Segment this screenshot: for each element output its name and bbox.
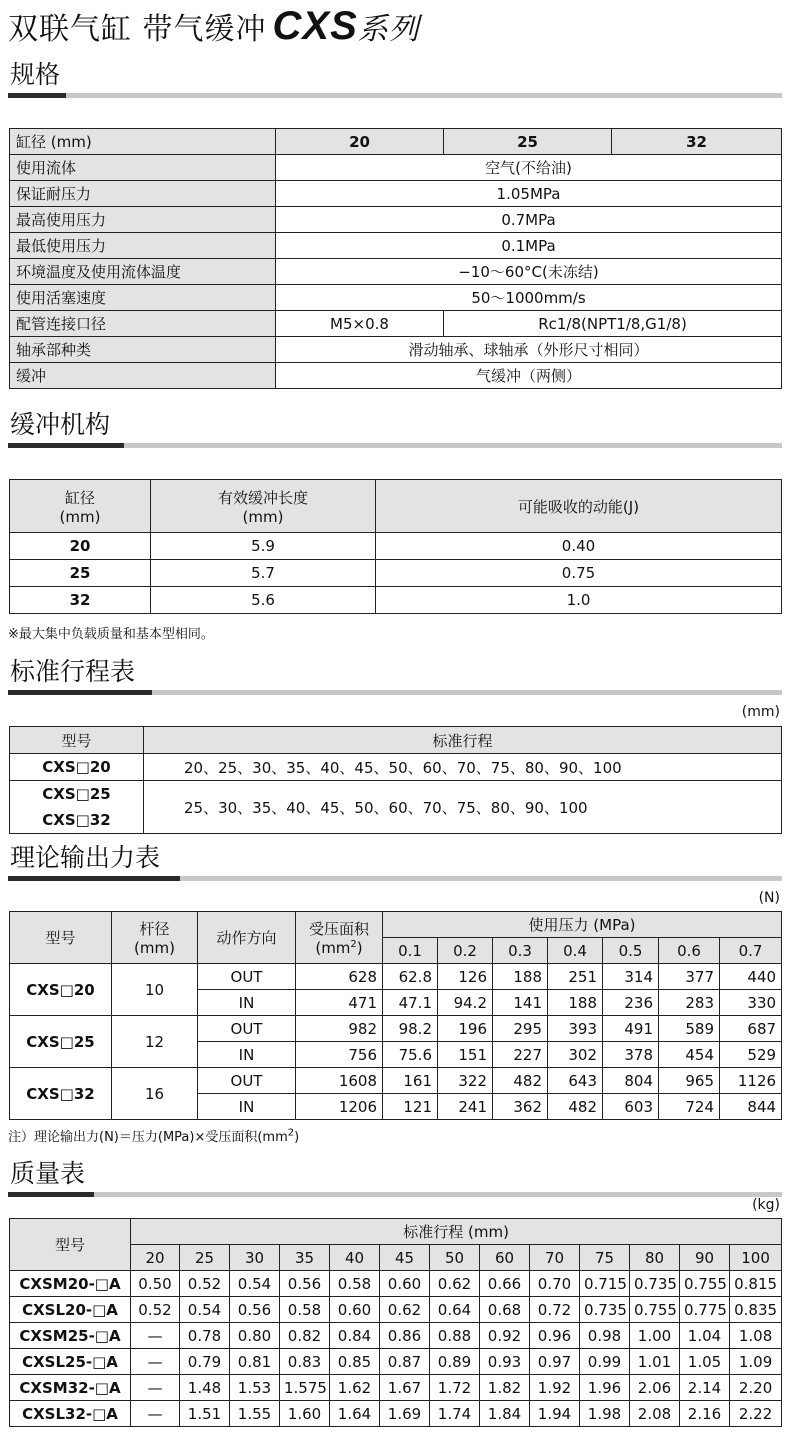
force-header-area xyxy=(296,912,383,964)
spec-row-label: 配管连接口径 xyxy=(10,311,276,337)
force-value: 330 xyxy=(720,990,782,1016)
cushion-energy: 0.40 xyxy=(376,533,782,560)
force-rod: 12 xyxy=(112,1016,198,1068)
force-value: 196 xyxy=(438,1016,493,1042)
mass-value: 1.48 xyxy=(180,1375,230,1401)
force-header-pressure-value: 0.7 xyxy=(720,938,782,964)
mass-value: 1.94 xyxy=(530,1401,580,1427)
heading-rule xyxy=(8,1192,782,1197)
area-unit-close: ) xyxy=(356,939,363,957)
mass-value: 0.775 xyxy=(680,1297,730,1323)
force-value: 440 xyxy=(720,964,782,990)
mass-value: 0.88 xyxy=(430,1323,480,1349)
force-value: 804 xyxy=(603,1068,659,1094)
mass-model: CXSM20-□A xyxy=(10,1271,131,1297)
section-title-stroke: 标准行程表 xyxy=(10,657,136,686)
force-footnote-close: ) xyxy=(294,1130,300,1145)
force-value: 251 xyxy=(548,964,603,990)
spec-row xyxy=(10,259,782,285)
force-header-area-unit xyxy=(300,939,378,957)
mass-value: 1.82 xyxy=(480,1375,530,1401)
stroke-unit: (mm) xyxy=(741,704,780,720)
force-value: 491 xyxy=(603,1016,659,1042)
mass-value: — xyxy=(131,1323,180,1349)
force-header-model: 型号 xyxy=(10,912,112,964)
page-title-main: 双联气缸 带气缓冲 xyxy=(8,12,267,47)
mass-value: 0.755 xyxy=(680,1271,730,1297)
mass-header-stroke-value: 90 xyxy=(680,1245,730,1271)
mass-header-row xyxy=(10,1219,782,1245)
force-value: 295 xyxy=(493,1016,548,1042)
mass-value: 0.52 xyxy=(180,1271,230,1297)
stroke-values: 20、25、30、35、40、45、50、60、70、75、80、90、100 xyxy=(144,754,782,781)
force-footnote-text: 注）理论输出力(N)＝压力(MPa)×受压面积(mm xyxy=(8,1130,288,1145)
force-value: 302 xyxy=(548,1042,603,1068)
spec-header-bore: 20 xyxy=(276,129,444,155)
heading-rule xyxy=(8,443,782,448)
stroke-model: CXS□20 xyxy=(10,754,144,781)
mass-value: 0.60 xyxy=(330,1297,380,1323)
spec-row xyxy=(10,363,782,389)
stroke-row xyxy=(10,781,782,834)
cushion-header-length xyxy=(151,480,376,533)
force-value: 47.1 xyxy=(383,990,438,1016)
cushion-row xyxy=(10,533,782,560)
force-header-pressure-value: 0.4 xyxy=(548,938,603,964)
stroke-row xyxy=(10,754,782,781)
mass-body xyxy=(10,1271,782,1427)
force-value: 161 xyxy=(383,1068,438,1094)
spec-port-20: M5×0.8 xyxy=(276,311,444,337)
mass-value: 1.51 xyxy=(180,1401,230,1427)
mass-value: 2.20 xyxy=(730,1375,782,1401)
cushion-energy: 0.75 xyxy=(376,560,782,587)
mass-value: 1.62 xyxy=(330,1375,380,1401)
spec-row-value: 50～1000mm/s xyxy=(276,285,782,311)
mass-value: 0.85 xyxy=(330,1349,380,1375)
force-header-pressure-value: 0.6 xyxy=(659,938,720,964)
force-value: 314 xyxy=(603,964,659,990)
force-header-rod xyxy=(112,912,198,964)
mass-value: 0.86 xyxy=(380,1323,430,1349)
mass-value: 0.62 xyxy=(430,1271,480,1297)
mass-value: 0.93 xyxy=(480,1349,530,1375)
force-value: 227 xyxy=(493,1042,548,1068)
force-value: 687 xyxy=(720,1016,782,1042)
force-value: 362 xyxy=(493,1094,548,1120)
mass-value: 0.87 xyxy=(380,1349,430,1375)
force-rod: 16 xyxy=(112,1068,198,1120)
cushion-header-bore-label: 缸径 xyxy=(64,488,95,507)
cushion-bore: 20 xyxy=(10,533,151,560)
spec-header-label: 缸径 (mm) xyxy=(10,129,276,155)
force-value: 283 xyxy=(659,990,720,1016)
force-header-pressure-value: 0.5 xyxy=(603,938,659,964)
mass-header-stroke: 标准行程 (mm) xyxy=(131,1219,782,1245)
force-value: 62.8 xyxy=(383,964,438,990)
mass-value: 0.79 xyxy=(180,1349,230,1375)
section-title-cushion: 缓冲机构 xyxy=(10,410,111,439)
force-area: 628 xyxy=(296,964,383,990)
mass-value: 1.01 xyxy=(630,1349,680,1375)
force-value: 241 xyxy=(438,1094,493,1120)
force-header-row xyxy=(10,912,782,938)
mass-table xyxy=(9,1218,782,1427)
spec-row-value: 滑动轴承、球轴承（外形尺寸相同） xyxy=(276,337,782,363)
force-value: 529 xyxy=(720,1042,782,1068)
mass-header-stroke-value: 45 xyxy=(380,1245,430,1271)
force-header-area-label: 受压面积 xyxy=(308,920,369,938)
spec-row-label: 使用活塞速度 xyxy=(10,285,276,311)
cushion-energy: 1.0 xyxy=(376,587,782,614)
spec-row-port xyxy=(10,311,782,337)
mass-value: 0.835 xyxy=(730,1297,782,1323)
mass-value: 2.14 xyxy=(680,1375,730,1401)
mass-value: 1.92 xyxy=(530,1375,580,1401)
spec-port-25-32: Rc1/8(NPT1/8,G1/8) xyxy=(444,311,782,337)
section-title-mass: 质量表 xyxy=(10,1159,86,1188)
force-value: 965 xyxy=(659,1068,720,1094)
force-model: CXS□32 xyxy=(10,1068,112,1120)
mass-value: 1.72 xyxy=(430,1375,480,1401)
mass-value: 0.97 xyxy=(530,1349,580,1375)
heading-rule-accent xyxy=(8,876,180,881)
spec-row xyxy=(10,285,782,311)
spec-row-label: 缓冲 xyxy=(10,363,276,389)
force-footnote-sup: 2 xyxy=(287,1127,295,1139)
mass-value: 0.84 xyxy=(330,1323,380,1349)
section-title-force: 理论输出力表 xyxy=(10,843,161,872)
cushion-header-length-label: 有效缓冲长度 xyxy=(217,488,308,507)
mass-value: 0.54 xyxy=(180,1297,230,1323)
mass-row xyxy=(10,1401,782,1427)
stroke-header-stroke: 标准行程 xyxy=(144,727,782,754)
heading-rule-accent xyxy=(8,93,66,98)
mass-row xyxy=(10,1271,782,1297)
force-body xyxy=(10,964,782,1120)
mass-value: 2.22 xyxy=(730,1401,782,1427)
mass-value: 1.60 xyxy=(280,1401,330,1427)
mass-value: 1.74 xyxy=(430,1401,480,1427)
force-direction: IN xyxy=(198,990,296,1016)
series-code: CXS xyxy=(272,4,358,48)
section-title-spec: 规格 xyxy=(10,60,61,89)
mass-value: 0.755 xyxy=(630,1297,680,1323)
mass-header-stroke-value: 25 xyxy=(180,1245,230,1271)
spec-row-label: 最低使用压力 xyxy=(10,233,276,259)
force-row xyxy=(10,1016,782,1042)
mass-header-stroke-value: 80 xyxy=(630,1245,680,1271)
mass-value: 0.78 xyxy=(180,1323,230,1349)
force-value: 98.2 xyxy=(383,1016,438,1042)
force-table xyxy=(9,911,782,1120)
cushion-table xyxy=(9,479,782,614)
mass-unit: (kg) xyxy=(752,1197,780,1213)
series-suffix: 系列 xyxy=(357,12,420,47)
force-header-pressure: 使用压力 (MPa) xyxy=(383,912,782,938)
cushion-header-bore-unit: (mm) xyxy=(59,507,101,526)
force-value: 589 xyxy=(659,1016,720,1042)
cushion-header-bore xyxy=(10,480,151,533)
force-area: 471 xyxy=(296,990,383,1016)
mass-row xyxy=(10,1349,782,1375)
mass-value: 0.92 xyxy=(480,1323,530,1349)
heading-rule xyxy=(8,93,782,98)
cushion-bore: 32 xyxy=(10,587,151,614)
force-value: 236 xyxy=(603,990,659,1016)
mass-value: 0.64 xyxy=(430,1297,480,1323)
mass-value: 1.69 xyxy=(380,1401,430,1427)
mass-row xyxy=(10,1375,782,1401)
mass-value: 0.54 xyxy=(230,1271,280,1297)
mass-header-model: 型号 xyxy=(10,1219,131,1271)
spec-row-label: 最高使用压力 xyxy=(10,207,276,233)
force-area: 756 xyxy=(296,1042,383,1068)
mass-header-stroke-value: 50 xyxy=(430,1245,480,1271)
mass-value: 2.08 xyxy=(630,1401,680,1427)
spec-row-value: 空气(不给油) xyxy=(276,155,782,181)
force-area: 1206 xyxy=(296,1094,383,1120)
cushion-footnote: ※最大集中负载质量和基本型相同。 xyxy=(8,627,214,642)
mass-value: 1.98 xyxy=(580,1401,630,1427)
spec-row-value: 0.1MPa xyxy=(276,233,782,259)
mass-value: 1.67 xyxy=(380,1375,430,1401)
stroke-models xyxy=(10,781,144,834)
spec-row-value: −10～60°C(未冻结) xyxy=(276,259,782,285)
cushion-header-energy: 可能吸收的动能(J) xyxy=(376,480,782,533)
mass-header-stroke-value: 70 xyxy=(530,1245,580,1271)
mass-value: 1.575 xyxy=(280,1375,330,1401)
mass-value: 0.81 xyxy=(230,1349,280,1375)
force-footnote xyxy=(8,1126,299,1145)
spec-header-bore: 32 xyxy=(612,129,782,155)
force-value: 724 xyxy=(659,1094,720,1120)
spec-row-label: 环境温度及使用流体温度 xyxy=(10,259,276,285)
force-direction: IN xyxy=(198,1042,296,1068)
mass-value: 1.84 xyxy=(480,1401,530,1427)
mass-value: 1.08 xyxy=(730,1323,782,1349)
force-value: 151 xyxy=(438,1042,493,1068)
force-value: 378 xyxy=(603,1042,659,1068)
force-value: 1126 xyxy=(720,1068,782,1094)
force-value: 121 xyxy=(383,1094,438,1120)
cushion-row xyxy=(10,587,782,614)
cushion-length: 5.9 xyxy=(151,533,376,560)
mass-value: 0.89 xyxy=(430,1349,480,1375)
section-heading-mass xyxy=(8,1157,782,1197)
force-value: 393 xyxy=(548,1016,603,1042)
mass-value: 2.06 xyxy=(630,1375,680,1401)
force-value: 322 xyxy=(438,1068,493,1094)
force-model: CXS□20 xyxy=(10,964,112,1016)
cushion-row xyxy=(10,560,782,587)
spec-row xyxy=(10,337,782,363)
spec-row-label: 使用流体 xyxy=(10,155,276,181)
mass-row xyxy=(10,1297,782,1323)
force-model: CXS□25 xyxy=(10,1016,112,1068)
mass-model: CXSM25-□A xyxy=(10,1323,131,1349)
mass-value: 0.80 xyxy=(230,1323,280,1349)
mass-header-stroke-value: 35 xyxy=(280,1245,330,1271)
spec-header-bore: 25 xyxy=(444,129,612,155)
force-value: 844 xyxy=(720,1094,782,1120)
spec-row-value: 1.05MPa xyxy=(276,181,782,207)
force-value: 126 xyxy=(438,964,493,990)
mass-value: — xyxy=(131,1349,180,1375)
mass-value: 2.16 xyxy=(680,1401,730,1427)
force-value: 603 xyxy=(603,1094,659,1120)
cushion-length: 5.6 xyxy=(151,587,376,614)
force-header-rod-label: 杆径 xyxy=(139,920,170,938)
force-direction: OUT xyxy=(198,964,296,990)
mass-value: 0.715 xyxy=(580,1271,630,1297)
mass-header-stroke-value: 30 xyxy=(230,1245,280,1271)
stroke-model: CXS□25 xyxy=(42,785,111,803)
mass-value: 1.05 xyxy=(680,1349,730,1375)
cushion-header-length-unit: (mm) xyxy=(242,507,284,526)
mass-model: CXSM32-□A xyxy=(10,1375,131,1401)
mass-value: 0.66 xyxy=(480,1271,530,1297)
cushion-header-row xyxy=(10,480,782,533)
mass-value: 0.815 xyxy=(730,1271,782,1297)
force-area: 1608 xyxy=(296,1068,383,1094)
section-heading-cushion xyxy=(8,408,782,448)
spec-row-value: 0.7MPa xyxy=(276,207,782,233)
spec-row-label: 轴承部种类 xyxy=(10,337,276,363)
mass-header-stroke-value: 75 xyxy=(580,1245,630,1271)
mass-value: 1.53 xyxy=(230,1375,280,1401)
mass-value: 0.99 xyxy=(580,1349,630,1375)
force-value: 377 xyxy=(659,964,720,990)
spec-header-row xyxy=(10,129,782,155)
mass-value: 0.50 xyxy=(131,1271,180,1297)
mass-value: 0.735 xyxy=(580,1297,630,1323)
force-value: 454 xyxy=(659,1042,720,1068)
mass-value: — xyxy=(131,1401,180,1427)
mass-value: 0.62 xyxy=(380,1297,430,1323)
force-direction: OUT xyxy=(198,1068,296,1094)
section-heading-spec xyxy=(8,58,782,98)
stroke-header-model: 型号 xyxy=(10,727,144,754)
mass-value: 0.68 xyxy=(480,1297,530,1323)
spec-table xyxy=(9,128,782,389)
mass-value: 0.56 xyxy=(230,1297,280,1323)
mass-header-stroke-value: 20 xyxy=(131,1245,180,1271)
force-header-pressure-value: 0.3 xyxy=(493,938,548,964)
mass-value: 0.70 xyxy=(530,1271,580,1297)
mass-value: 0.60 xyxy=(380,1271,430,1297)
mass-value: — xyxy=(131,1375,180,1401)
force-header-direction: 动作方向 xyxy=(198,912,296,964)
spec-row xyxy=(10,155,782,181)
cushion-bore: 25 xyxy=(10,560,151,587)
mass-model: CXSL20-□A xyxy=(10,1297,131,1323)
mass-value: 1.04 xyxy=(680,1323,730,1349)
mass-value: 0.56 xyxy=(280,1271,330,1297)
mass-value: 1.00 xyxy=(630,1323,680,1349)
mass-value: 0.58 xyxy=(330,1271,380,1297)
mass-value: 0.52 xyxy=(131,1297,180,1323)
spec-row xyxy=(10,233,782,259)
force-header-rod-unit: (mm) xyxy=(134,939,175,957)
stroke-values: 25、30、35、40、45、50、60、70、75、80、90、100 xyxy=(144,781,782,834)
force-value: 482 xyxy=(548,1094,603,1120)
force-value: 94.2 xyxy=(438,990,493,1016)
force-row xyxy=(10,1068,782,1094)
mass-header-stroke-value: 100 xyxy=(730,1245,782,1271)
force-value: 643 xyxy=(548,1068,603,1094)
mass-value: 0.58 xyxy=(280,1297,330,1323)
force-header-pressure-value: 0.1 xyxy=(383,938,438,964)
mass-value: 1.64 xyxy=(330,1401,380,1427)
force-value: 482 xyxy=(493,1068,548,1094)
area-unit-text: (mm xyxy=(315,939,351,957)
mass-row xyxy=(10,1323,782,1349)
mass-value: 1.55 xyxy=(230,1401,280,1427)
heading-rule-accent xyxy=(8,1192,94,1197)
mass-value: 0.82 xyxy=(280,1323,330,1349)
heading-rule-accent xyxy=(8,443,124,448)
mass-model: CXSL32-□A xyxy=(10,1401,131,1427)
force-header-pressure-value: 0.2 xyxy=(438,938,493,964)
mass-value: 1.09 xyxy=(730,1349,782,1375)
mass-value: 0.96 xyxy=(530,1323,580,1349)
mass-model: CXSL25-□A xyxy=(10,1349,131,1375)
mass-header-stroke-value: 60 xyxy=(480,1245,530,1271)
mass-header-stroke-value: 40 xyxy=(330,1245,380,1271)
area-unit-sup: 2 xyxy=(350,939,357,950)
stroke-table xyxy=(9,726,782,834)
mass-value: 0.72 xyxy=(530,1297,580,1323)
force-value: 188 xyxy=(548,990,603,1016)
force-value: 188 xyxy=(493,964,548,990)
spec-row-value: 气缓冲（两侧） xyxy=(276,363,782,389)
spec-row xyxy=(10,207,782,233)
mass-value: 0.735 xyxy=(630,1271,680,1297)
force-direction: OUT xyxy=(198,1016,296,1042)
force-rod: 10 xyxy=(112,964,198,1016)
force-row xyxy=(10,964,782,990)
force-area: 982 xyxy=(296,1016,383,1042)
spec-row-label: 保证耐压力 xyxy=(10,181,276,207)
force-value: 75.6 xyxy=(383,1042,438,1068)
stroke-model: CXS□32 xyxy=(42,811,111,829)
mass-value: 1.96 xyxy=(580,1375,630,1401)
force-direction: IN xyxy=(198,1094,296,1120)
cushion-length: 5.7 xyxy=(151,560,376,587)
page-title xyxy=(8,2,420,50)
section-heading-stroke xyxy=(8,655,782,695)
mass-value: 0.83 xyxy=(280,1349,330,1375)
heading-rule-accent xyxy=(8,690,152,695)
section-heading-force xyxy=(8,841,782,881)
force-value: 141 xyxy=(493,990,548,1016)
force-unit: (N) xyxy=(758,890,780,906)
spec-row xyxy=(10,181,782,207)
mass-value: 0.98 xyxy=(580,1323,630,1349)
stroke-header-row xyxy=(10,727,782,754)
